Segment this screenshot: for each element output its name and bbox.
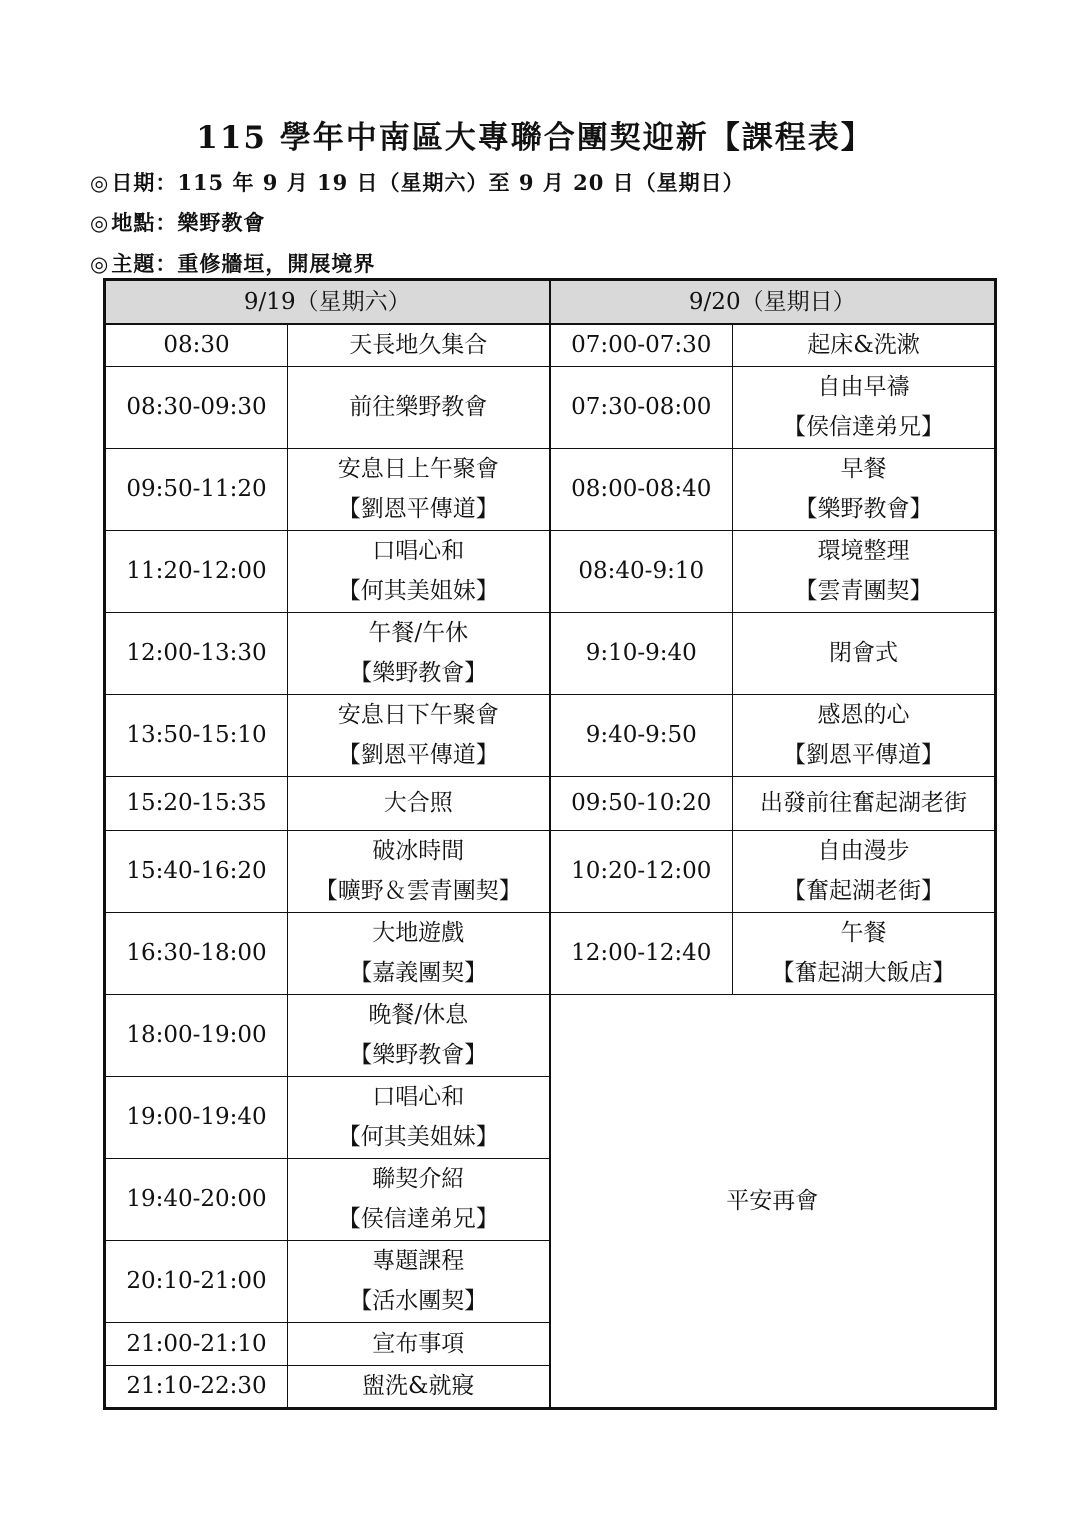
- time-cell: 12:00-13:30: [105, 612, 288, 694]
- activity-name: 口唱心和: [372, 1084, 465, 1110]
- time-cell: 09:50-10:20: [550, 776, 733, 830]
- activity-cell: [733, 612, 996, 694]
- activity-name: 安息日上午聚會: [337, 456, 499, 482]
- time-cell: 09:50-11:20: [105, 448, 288, 530]
- activity-host: 【樂野教會】: [349, 1042, 488, 1068]
- activity-host: 【雲青團契】: [794, 578, 933, 604]
- time-cell: 11:20-12:00: [105, 530, 288, 612]
- activity-host: 【侯信達弟兄】: [337, 1206, 499, 1232]
- time-cell: 20:10-21:00: [105, 1240, 288, 1322]
- activity-name: 宣布事項: [372, 1330, 465, 1357]
- activity-cell: [288, 366, 550, 448]
- activity-cell: [733, 324, 996, 366]
- date-value: 115 年 9 月 19 日（星期六）至 9 月 20 日（星期日）: [177, 170, 745, 195]
- activity-name: 天長地久集合: [349, 332, 488, 359]
- bullet-mark: ◎: [90, 210, 110, 235]
- activity-name: 大地遊戲: [372, 920, 465, 946]
- activity-name: 自由漫步: [817, 838, 910, 864]
- activity-name: 閉會式: [829, 640, 898, 666]
- time-cell: 13:50-15:10: [105, 694, 288, 776]
- activity-host: 【侯信達弟兄】: [783, 414, 944, 440]
- time-cell: 08:30-09:30: [105, 366, 288, 448]
- activity-host: 【劉恩平傳道】: [337, 742, 499, 768]
- info-theme: [90, 248, 375, 278]
- time-cell: 12:00-12:40: [550, 912, 733, 994]
- place-label: 地點：: [111, 210, 178, 235]
- table-row: [105, 776, 996, 830]
- table-row: [105, 324, 996, 366]
- time-cell: 08:40-9:10: [550, 530, 733, 612]
- activity-name: 聯契介紹: [372, 1166, 465, 1192]
- table-row: [105, 530, 996, 612]
- activity-cell: [288, 776, 550, 830]
- theme-label: 主題：: [111, 251, 178, 276]
- time-cell: 15:20-15:35: [105, 776, 288, 830]
- table-row: [105, 830, 996, 912]
- table-row: [105, 694, 996, 776]
- time-cell: 10:20-12:00: [550, 830, 733, 912]
- activity-host: 【活水團契】: [349, 1288, 488, 1314]
- time-cell: 9:40-9:50: [550, 694, 733, 776]
- day2-header: 9/20（星期日）: [550, 280, 996, 325]
- time-cell: 08:30: [105, 324, 288, 366]
- activity-cell: [288, 1076, 550, 1158]
- activity-cell: [288, 912, 550, 994]
- bullet-mark: ◎: [90, 170, 110, 195]
- time-cell: 16:30-18:00: [105, 912, 288, 994]
- activity-name: 起床&洗漱: [807, 332, 920, 359]
- table-row: [105, 994, 996, 1076]
- activity-cell: [288, 1158, 550, 1240]
- time-cell: 21:00-21:10: [105, 1322, 288, 1365]
- activity-cell: [288, 1365, 550, 1408]
- activity-name: 感恩的心: [817, 702, 910, 728]
- time-cell: 07:00-07:30: [550, 324, 733, 366]
- theme-value: 重修牆垣，開展境界: [177, 251, 376, 276]
- table-row: [105, 366, 996, 448]
- activity-cell: [733, 530, 996, 612]
- activity-name: 環境整理: [817, 538, 910, 564]
- activity-cell: [733, 694, 996, 776]
- activity-host: 【奮起湖大飯店】: [771, 960, 956, 986]
- activity-cell: [733, 448, 996, 530]
- schedule-table: [103, 278, 997, 1410]
- place-value: 樂野教會: [177, 210, 266, 235]
- time-cell: 18:00-19:00: [105, 994, 288, 1076]
- activity-cell: [288, 694, 550, 776]
- time-cell: 08:00-08:40: [550, 448, 733, 530]
- time-cell: 15:40-16:20: [105, 830, 288, 912]
- activity-name: 早餐: [840, 456, 887, 482]
- activity-name: 午餐/午休: [368, 620, 469, 646]
- day1-header: 9/19（星期六）: [105, 280, 550, 325]
- activity-cell: [288, 994, 550, 1076]
- activity-host: 【何其美姐妹】: [337, 578, 499, 604]
- time-cell: 19:40-20:00: [105, 1158, 288, 1240]
- activity-cell: [288, 612, 550, 694]
- activity-host: 【何其美姐妹】: [337, 1124, 499, 1150]
- time-cell: 19:00-19:40: [105, 1076, 288, 1158]
- activity-host: 【樂野教會】: [794, 496, 933, 522]
- activity-cell: [733, 366, 996, 448]
- activity-cell: [733, 912, 996, 994]
- table-row: [105, 912, 996, 994]
- activity-name: 盥洗&就寢: [362, 1373, 475, 1399]
- activity-host: 【奮起湖老街】: [783, 878, 944, 904]
- activity-host: 【樂野教會】: [349, 660, 488, 686]
- activity-cell: [288, 324, 550, 366]
- activity-host: 【劉恩平傳道】: [783, 742, 944, 768]
- activity-cell: [288, 1322, 550, 1365]
- activity-name: 自由早禱: [817, 374, 910, 400]
- activity-name: 破冰時間: [372, 838, 465, 864]
- time-cell: 07:30-08:00: [550, 366, 733, 448]
- farewell-cell: 平安再會: [550, 994, 996, 1408]
- activity-cell: [288, 448, 550, 530]
- activity-name: 午餐: [840, 920, 887, 946]
- info-place: [90, 207, 265, 237]
- table-row: [105, 448, 996, 530]
- info-date: [90, 167, 745, 197]
- activity-name: 晚餐/休息: [368, 1002, 469, 1028]
- activity-host: 【曠野＆雲青團契】: [314, 878, 522, 904]
- activity-name: 口唱心和: [372, 538, 465, 564]
- activity-name: 出發前往奮起湖老街: [760, 790, 967, 816]
- activity-host: 【嘉義團契】: [349, 960, 488, 986]
- activity-cell: [288, 530, 550, 612]
- activity-cell: [733, 776, 996, 830]
- activity-cell: [288, 1240, 550, 1322]
- activity-cell: [733, 830, 996, 912]
- activity-name: 專題課程: [372, 1248, 465, 1274]
- activity-name: 安息日下午聚會: [337, 702, 499, 728]
- activity-name: 前往樂野教會: [349, 394, 488, 420]
- activity-cell: [288, 830, 550, 912]
- bullet-mark: ◎: [90, 251, 110, 276]
- time-cell: 9:10-9:40: [550, 612, 733, 694]
- time-cell: 21:10-22:30: [105, 1365, 288, 1408]
- table-row: [105, 612, 996, 694]
- date-label: 日期：: [111, 170, 178, 195]
- activity-host: 【劉恩平傳道】: [337, 496, 499, 522]
- page-title: 115 學年中南區大專聯合團契迎新【課程表】: [196, 120, 874, 156]
- activity-name: 大合照: [383, 790, 453, 816]
